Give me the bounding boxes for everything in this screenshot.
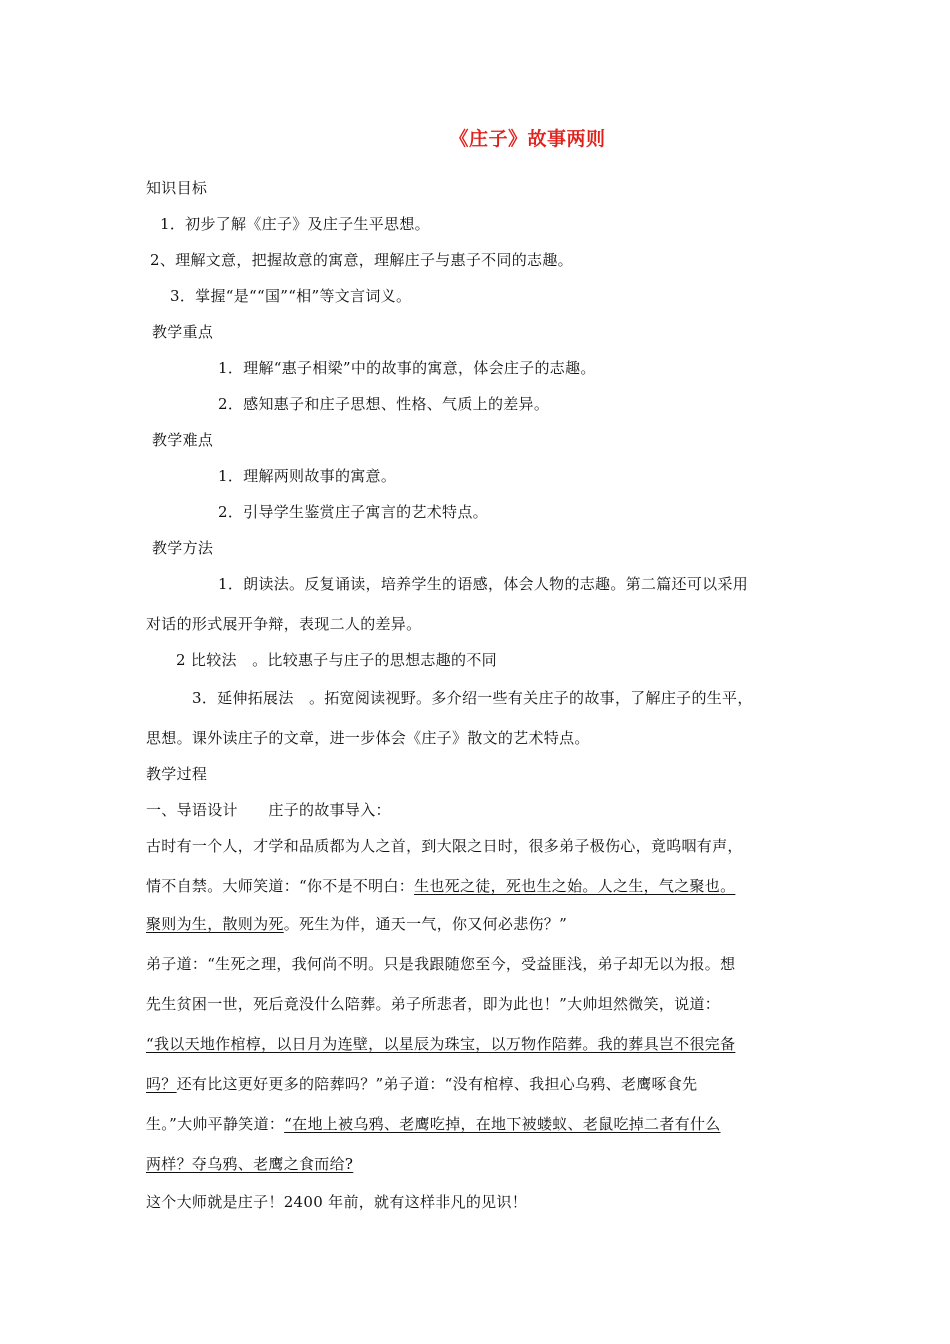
story-paragraph-2-line-2: 先生贫困一世，死后竟没什么陪葬。弟子所悲者，即为此也！”大帅坦然微笑，说道： bbox=[146, 995, 721, 1013]
story-paragraph-2-line-6: 两样？夺乌鸦、老鹰之食而给? bbox=[146, 1155, 354, 1173]
document-title: 《庄子》故事两则 bbox=[449, 128, 606, 150]
heading-key-points: 教学重点 bbox=[152, 323, 214, 341]
story-text: 情不自禁。大师笑道：“你不是不明白： bbox=[146, 877, 415, 895]
story-paragraph-2-line-4 bbox=[146, 1074, 697, 1094]
heading-methods: 教学方法 bbox=[152, 539, 214, 557]
story-paragraph-2-line-3: “我以天地作棺椁，以日月为连壁，以星辰为珠宝，以万物作陪葬。我的葬具岂不很完备 bbox=[146, 1035, 736, 1053]
story-text: 生。”大帅平静笑道： bbox=[146, 1115, 285, 1133]
key-point-1: 1．理解“惠子相梁”中的故事的寓意，体会庄子的志趣。 bbox=[218, 359, 596, 377]
story-text: 还有比这更好更多的陪葬吗？”弟子道：“没有棺椁、我担心乌鸦、老鹰啄食先 bbox=[176, 1075, 698, 1093]
method-1-line-2: 对话的形式展开争辩，表现二人的差异。 bbox=[146, 615, 422, 633]
knowledge-item-1: 1．初步了解《庄子》及庄子生平思想。 bbox=[160, 215, 430, 233]
heading-process: 教学过程 bbox=[146, 765, 208, 783]
knowledge-item-3: 3．掌握“是““国”“相”等文言词义。 bbox=[170, 287, 412, 305]
method-3-line-2: 思想。课外读庄子的文章，进一步体会《庄子》散文的艺术特点。 bbox=[146, 729, 590, 747]
story-paragraph-1-line-1: 古时有一个人，才学和品质都为人之首，到大限之日时，很多弟子极伤心，竟呜咽有声， bbox=[146, 837, 743, 855]
underlined-quote: 吗？ bbox=[146, 1075, 177, 1093]
underlined-quote: “在地上被乌鸦、老鹰吃掉，在地下被蝼蚁、老鼠吃掉二者有什么 bbox=[284, 1115, 721, 1133]
method-3-line-1: 3．延伸拓展法 。拓宽阅读视野。多介绍一些有关庄子的故事，了解庄子的生平， bbox=[192, 689, 753, 707]
intro-heading: 一、导语设计 庄子的故事导入： bbox=[146, 801, 391, 819]
key-point-2: 2．感知惠子和庄子思想、性格、气质上的差异。 bbox=[218, 395, 550, 413]
heading-difficulties: 教学难点 bbox=[152, 431, 214, 449]
story-paragraph-3: 这个大师就是庄子！2400 年前，就有这样非凡的见识！ bbox=[146, 1193, 528, 1211]
story-paragraph-2-line-1: 弟子道：“生死之理，我何尚不明。只是我跟随您至今，受益匪浅，弟子却无以为报。想 bbox=[146, 955, 736, 973]
story-text: 。死生为伴，通天一气，你又何必悲伤？” bbox=[283, 915, 568, 933]
method-2: 2 比较法 。比较惠子与庄子的思想志趣的不同 bbox=[176, 651, 497, 669]
difficulty-1: 1．理解两则故事的寓意。 bbox=[218, 467, 397, 485]
knowledge-item-2: 2、理解文意，把握故意的寓意，理解庄子与惠子不同的志趣。 bbox=[150, 251, 573, 269]
method-1-line-1: 1．朗读法。反复诵读，培养学生的语感，体会人物的志趣。第二篇还可以采用 bbox=[218, 575, 749, 593]
story-paragraph-2-line-5 bbox=[146, 1114, 721, 1134]
story-paragraph-1-line-3 bbox=[146, 914, 567, 934]
underlined-quote: 聚则为生，散则为死 bbox=[146, 915, 284, 933]
difficulty-2: 2．引导学生鉴赏庄子寓言的艺术特点。 bbox=[218, 503, 488, 521]
heading-knowledge-goals: 知识目标 bbox=[146, 179, 208, 197]
story-paragraph-1-line-2 bbox=[146, 876, 735, 896]
underlined-quote: 生也死之徒，死也生之始。人之生，气之聚也。 bbox=[414, 877, 736, 895]
